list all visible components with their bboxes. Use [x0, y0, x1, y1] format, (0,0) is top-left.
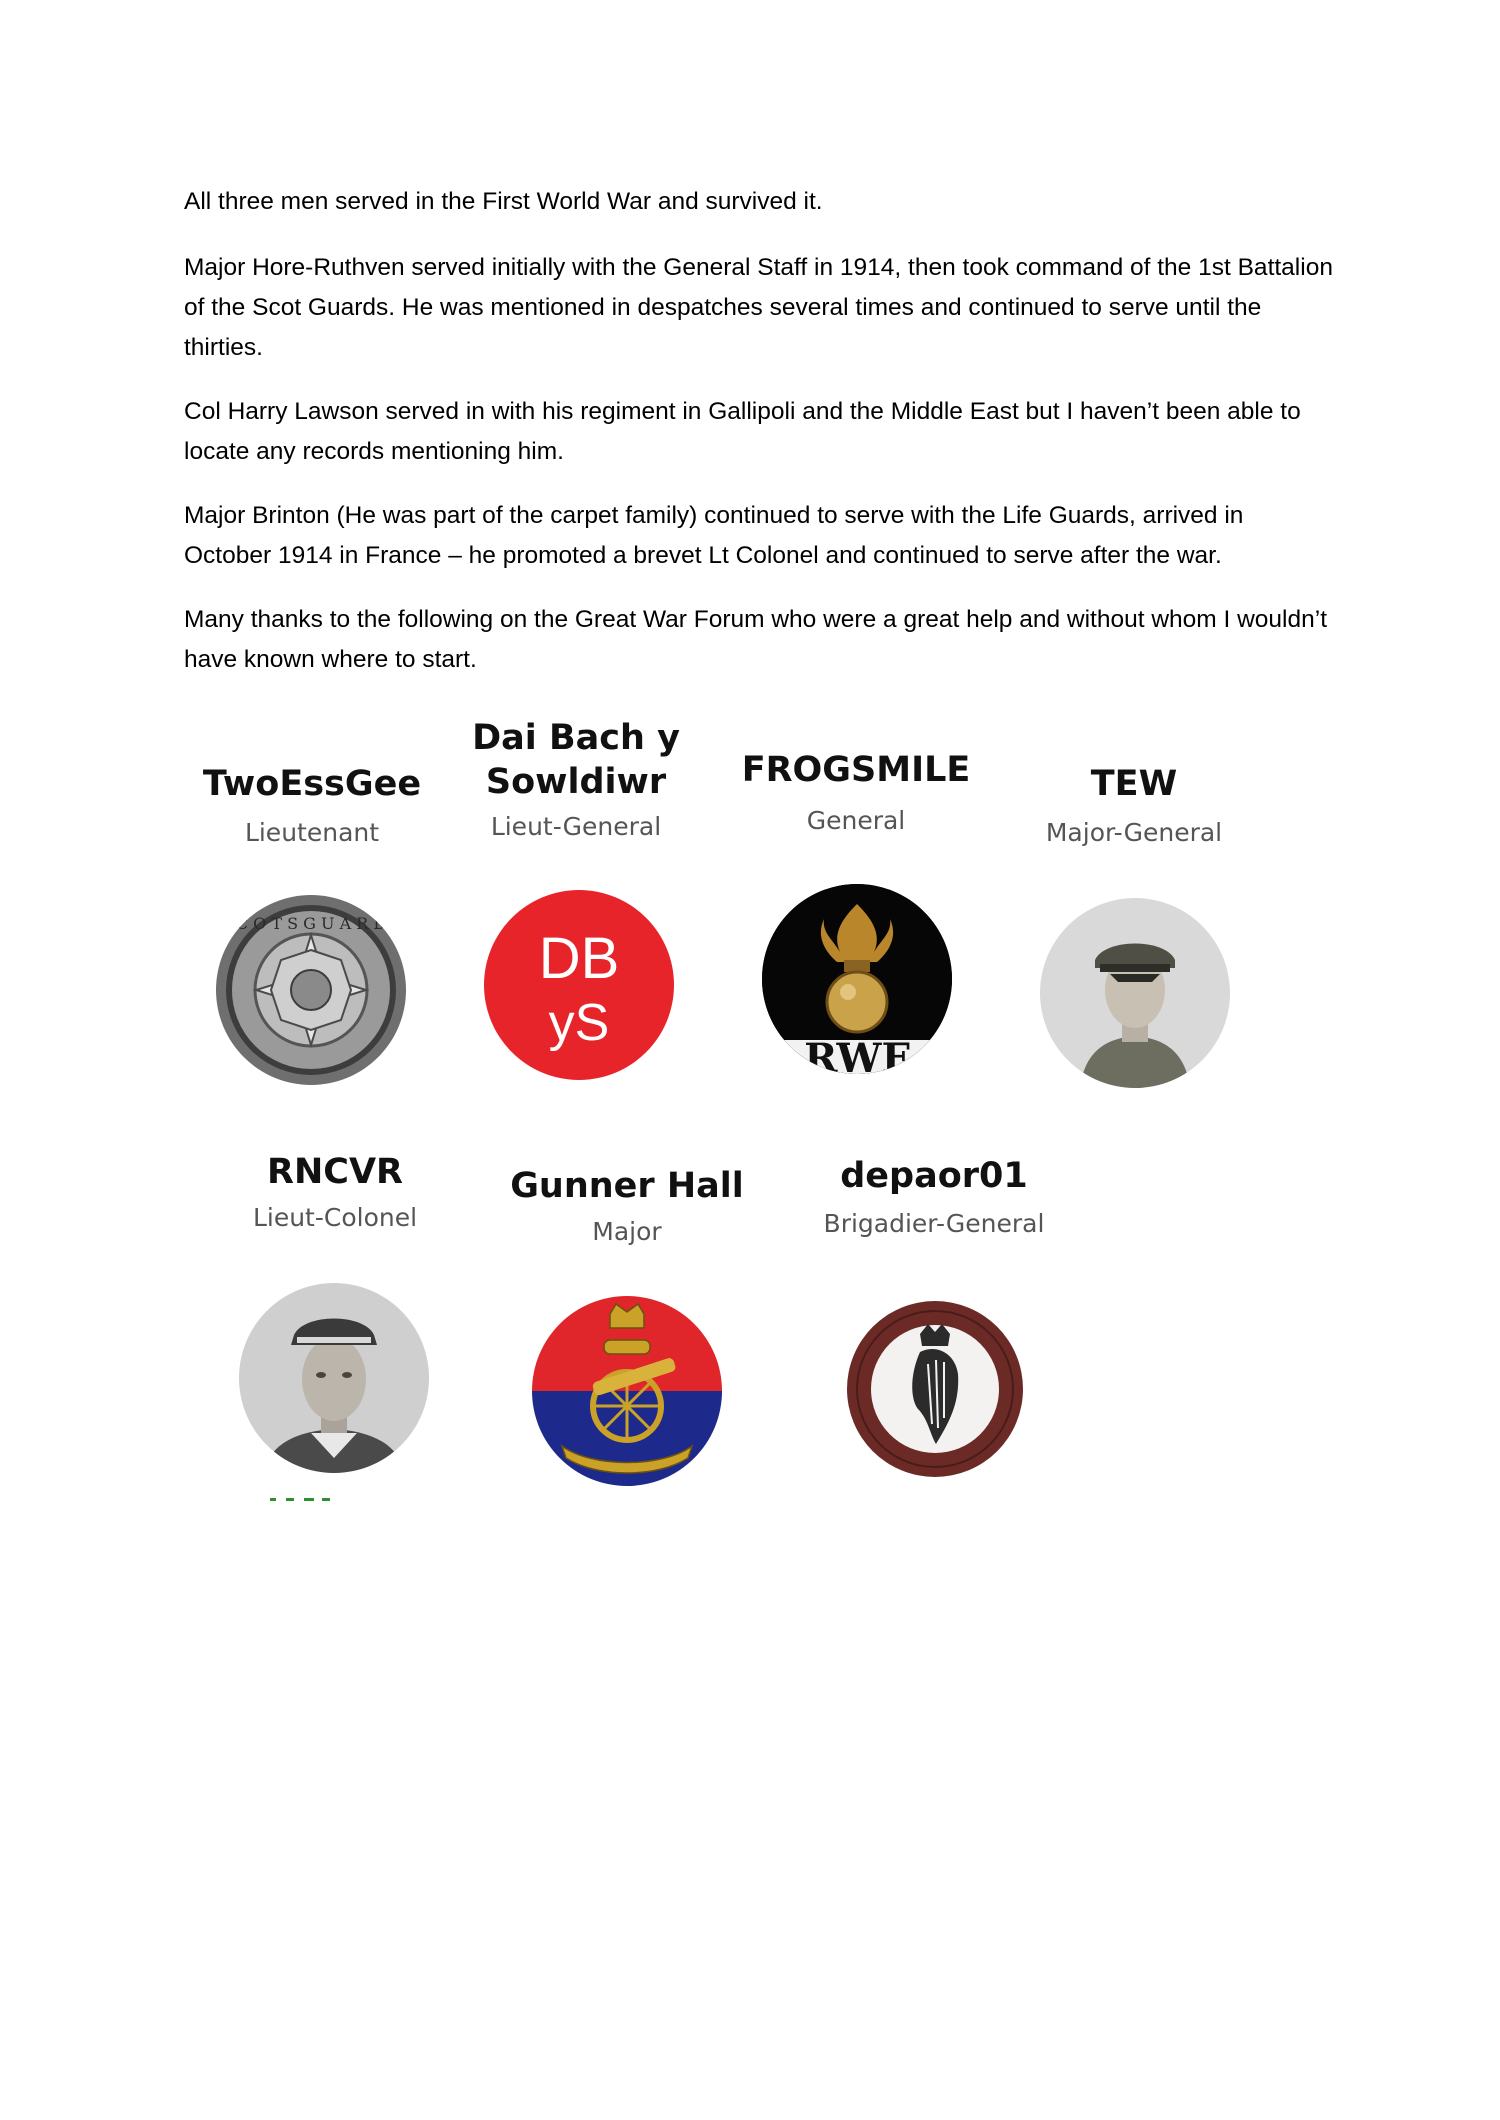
officer-portrait-icon[interactable]: [1040, 898, 1230, 1088]
member-username[interactable]: TEW: [1090, 764, 1178, 804]
member-username[interactable]: FROGSMILE: [741, 750, 971, 790]
member-username[interactable]: depaor01: [840, 1156, 1028, 1196]
scots-guards-badge-icon[interactable]: [216, 895, 406, 1085]
paragraph-4: Major Brinton (He was part of the carpet family) continued to serve with the Life Guards, arrived in October 1914 in France – he promoted a brevet Lt Colonel and continued to serve after the war.: [184, 502, 1244, 569]
paragraph-1: All three men served in the First World War and survived it.: [184, 188, 823, 215]
cut-off-status-fragment: [270, 1498, 334, 1502]
member-rank: General: [806, 806, 906, 835]
member-rank: Lieut-Colonel: [252, 1203, 418, 1232]
member-rank: Lieutenant: [244, 818, 380, 847]
paragraph-2: Major Hore-Ruthven served initially with the General Staff in 1914, then took command of the 1st Battalion of the Scot Guards. He was mentioned in despatches several times and continued to serve until the thirties.: [184, 254, 1333, 361]
member-rank: Brigadier-General: [823, 1209, 1045, 1238]
member-username[interactable]: Dai Bach y Sowldiwr: [472, 718, 680, 802]
member-rank: Major-General: [1045, 818, 1223, 847]
paragraph-5: Many thanks to the following on the Great War Forum who were a great help and without whom I wouldn’t have known where to start.: [184, 606, 1328, 673]
avatar-initials-bottom: yS: [548, 994, 610, 1052]
badge-text: RWF: [804, 1035, 910, 1074]
member-username[interactable]: RNCVR: [267, 1152, 403, 1192]
grenade-badge-icon[interactable]: [762, 884, 952, 1074]
svg-text:S C O T S G U A R D S: S C O T S G U A R D S: [219, 914, 403, 933]
member-username[interactable]: TwoEssGee: [202, 764, 422, 804]
member-rank: Lieut-General: [490, 812, 662, 841]
dbys-avatar-icon[interactable]: [484, 890, 674, 1080]
sailor-portrait-icon[interactable]: [239, 1283, 429, 1473]
harp-badge-icon[interactable]: [840, 1294, 1030, 1484]
royal-artillery-badge-icon[interactable]: [532, 1296, 722, 1486]
paragraph-3: Col Harry Lawson served in with his regiment in Gallipoli and the Middle East but I haven’t been able to locate any records mentioning him.: [184, 398, 1301, 465]
avatar-initials-top: DB: [538, 926, 620, 991]
member-username[interactable]: Gunner Hall: [510, 1166, 744, 1206]
member-rank: Major: [592, 1217, 662, 1246]
